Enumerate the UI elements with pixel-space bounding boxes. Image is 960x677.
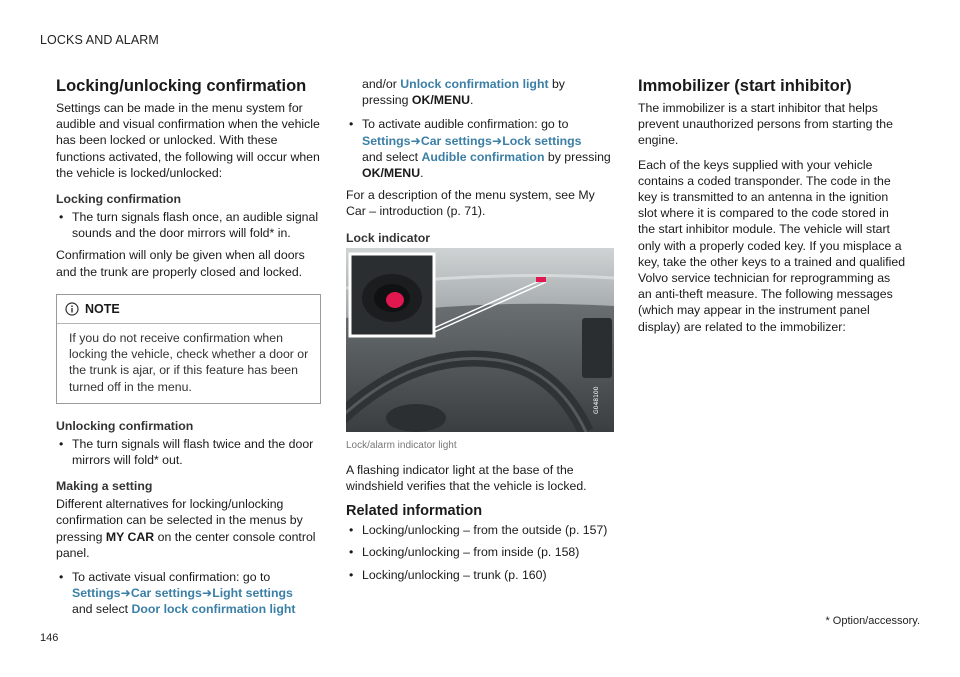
menu-path-settings: Settings: [72, 586, 121, 601]
figure-caption: Lock/alarm indicator light: [346, 439, 457, 451]
indicator-paragraph: A flashing indicator light at the base of the windshield verifies that the vehicle is locked.: [346, 462, 587, 494]
page-number: 146: [40, 632, 59, 644]
cont-text-b: by pressing: [362, 77, 565, 108]
note-text: If you do not receive confirmation when locking the vehicle, check whether a door or the trunk is ajar, or if this feature has been turned off in the menu.: [69, 331, 309, 394]
arrow-right-icon: ➜: [201, 586, 213, 601]
figure-code: G048100: [593, 386, 600, 414]
arrow-right-icon: ➜: [410, 133, 421, 148]
footnote: * Option/accessory.: [825, 615, 920, 627]
audible-select: and select: [362, 149, 422, 164]
list-item[interactable]: • Locking/unlocking – from the outside (p. 157): [346, 522, 614, 538]
menu-path-settings: Settings: [362, 133, 411, 148]
note-box: [56, 294, 321, 404]
column-middle: [346, 76, 614, 589]
menu-path-car-settings: Car settings: [130, 586, 202, 601]
unlocking-bullets: [56, 436, 321, 468]
cont-text-a: and/or: [362, 77, 401, 91]
audible-bullets: [346, 116, 614, 181]
unlocking-confirmation-heading: Unlocking confirmation: [56, 418, 194, 433]
related-list: [346, 522, 614, 583]
section-title-immobilizer: Immobilizer (start inhibitor): [638, 77, 852, 95]
arrow-right-icon: ➜: [120, 586, 131, 601]
ok-menu-label: OK/MENU: [362, 166, 421, 181]
column-left: [56, 76, 321, 624]
visual-bullets: [56, 569, 321, 618]
lock-indicator-heading: Lock indicator: [346, 230, 431, 245]
visual-prefix: To activate visual confirmation: go to: [72, 570, 271, 585]
menu-reference: For a description of the menu system, see My Car – introduction (p. 71).: [346, 188, 595, 219]
audible-confirmation-option: Audible confirmation: [421, 149, 545, 164]
list-item: • The turn signals flash once, an audible signal sounds and the door mirrors will fold* in.: [56, 209, 321, 241]
visual-select: and select: [72, 602, 132, 617]
note-header: [57, 295, 320, 324]
door-lock-confirmation-option: Door lock confirmation light: [131, 602, 296, 617]
related-information-heading: Related information: [346, 503, 483, 520]
audible-text-b: by pressing: [544, 149, 611, 164]
immobilizer-paragraph-2: Each of the keys supplied with your vehicle contains a coded transponder. The code in the key is transmitted to an antenna in the ignition slot where it is compared to the code stored in the start inhibitor module. The vehicle will start only with a properly coded key. If you misplace a key, take the other keys to a trained and qualified Volvo service technician for reprogramming as an anti-theft measure. The following messages (which may appear in the instrument panel display) are related to the immobilizer:: [638, 157, 906, 334]
list-item: • The turn signals will flash twice and the door mirrors will fold* out.: [56, 436, 321, 468]
list-item[interactable]: • Locking/unlocking – trunk (p. 160): [346, 567, 614, 583]
list-item: [346, 116, 614, 181]
immobilizer-paragraph-1: The immobilizer is a start inhibitor that helps prevent unauthorized persons from starting the engine.: [638, 101, 893, 148]
ok-menu-label: OK/MENU: [411, 93, 470, 108]
setting-paragraph: [56, 496, 321, 561]
menu-path-lock-settings: Lock settings: [502, 133, 582, 148]
setting-text-a: Different alternatives for locking/unlocking confirmation can be selected in the menus by pressing: [56, 497, 303, 544]
column-right: [638, 76, 906, 343]
list-item: [56, 569, 321, 618]
unlock-confirmation-option: Unlock confirmation light: [400, 77, 549, 91]
cont-end: .: [469, 93, 474, 108]
dashboard-illustration: [346, 248, 614, 432]
info-circle-icon: [65, 302, 79, 316]
menu-path-light-settings: Light settings: [212, 586, 293, 601]
my-car-label: MY CAR: [105, 529, 155, 544]
locking-bullets: [56, 209, 321, 241]
setting-text-b: on the center console control panel.: [56, 529, 316, 560]
audible-end: .: [420, 166, 424, 181]
note-label: NOTE: [85, 301, 120, 316]
locking-paragraph: Confirmation will only be given when all doors and the trunk are properly closed and locked.: [56, 248, 305, 279]
section-title-confirmation: Locking/unlocking confirmation: [56, 77, 307, 95]
lock-indicator-figure: [346, 248, 614, 432]
arrow-right-icon: ➜: [491, 133, 503, 148]
locking-confirmation-heading: Locking confirmation: [56, 192, 182, 207]
visual-continuation: [346, 76, 614, 108]
making-setting-heading: Making a setting: [56, 479, 153, 494]
menu-path-car-settings: Car settings: [420, 133, 492, 148]
page-header: LOCKS AND ALARM: [40, 33, 159, 47]
intro-paragraph: Settings can be made in the menu system for audible and visual confirmation when the vehicle has been locked or unlocked. With these functions activated, the following will occur when the vehicle is locked/unlocked:: [56, 101, 320, 180]
list-item[interactable]: • Locking/unlocking – from inside (p. 158): [346, 544, 614, 560]
audible-prefix: To activate audible confirmation: go to: [362, 117, 569, 132]
